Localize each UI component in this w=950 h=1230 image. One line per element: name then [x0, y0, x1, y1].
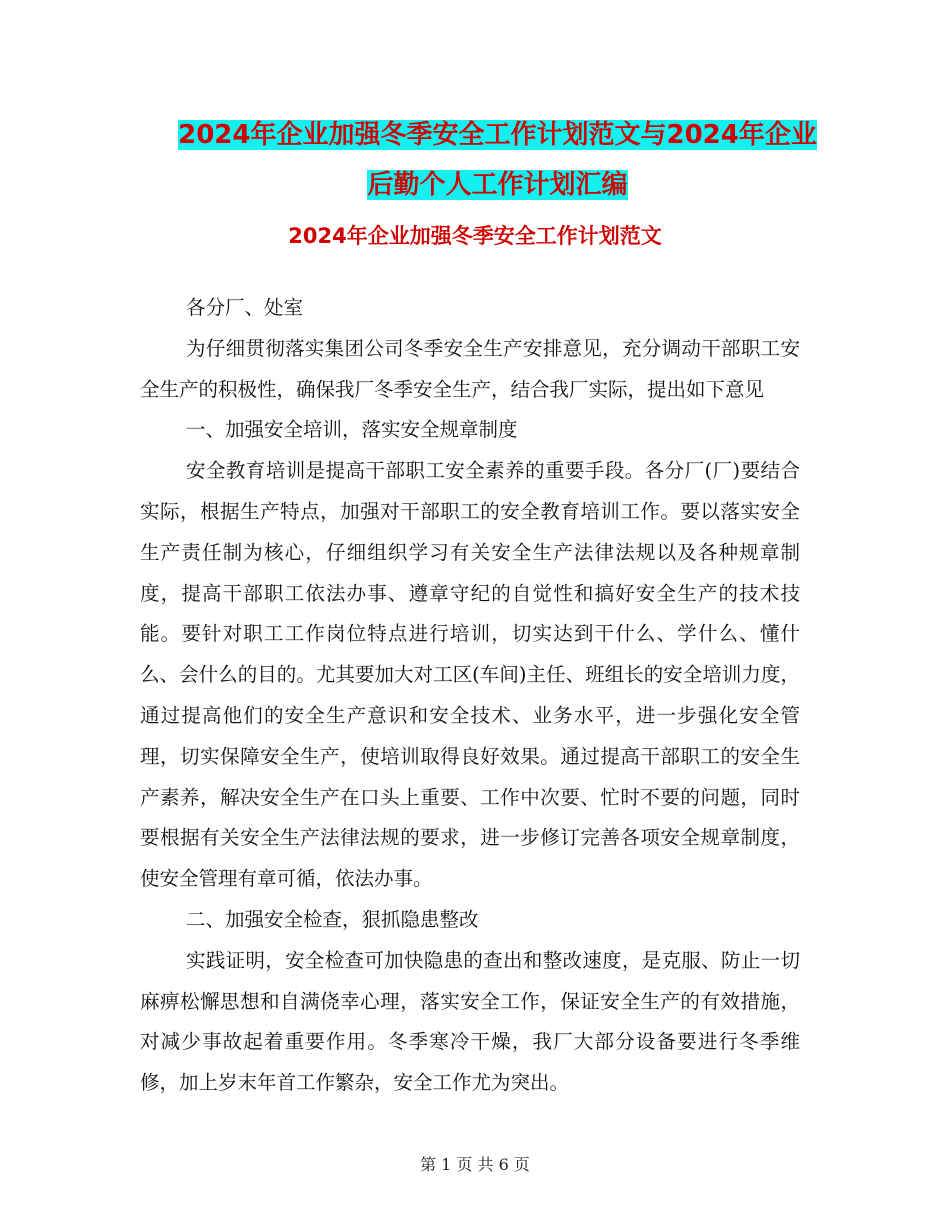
- paragraph-salutation: 各分厂、处室: [186, 296, 304, 319]
- paragraph-item-1: 安全教育培训是提高干部职工安全素养的重要手段。各分厂(厂)要结合实际，根据生产特点，加强对干部职工的安全教育培训工作。要以落实安全生产责任制为核心，仔细组织学习有关安全生产法律法规以及各种规章制度，提高干部职工依法办事、遵章守纪的自觉性和搞好安全生产的技术技能。要针对职工工作岗位特点进行培训，切实达到干什么、学什么、懂什么、会什么的目的。尤其要加大对工区(车间)主任、班组长的安全培训力度，通过提高他们的安全生产意识和安全技术、业务水平，进一步强化安全管理，切实保障安全生产，使培训取得良好效果。通过提高干部职工的安全生产素养，解决安全生产在口头上重要、工作中次要、忙时不要的问题，同时要根据有关安全生产法律法规的要求，进一步修订完善各项安全规章制度，使安全管理有章可循，依法办事。: [140, 459, 800, 891]
- title-line-2: 后勤个人工作计划汇编: [367, 170, 628, 200]
- heading-item-1: 一、加强安全培训，落实安全规章制度: [186, 418, 518, 442]
- heading-item-2: 二、加强安全检查，狠抓隐患整改: [186, 907, 479, 931]
- section-title: 2024年企业加强冬季安全工作计划范文: [288, 224, 662, 248]
- document-body: [140, 288, 800, 1104]
- paragraph-item-2: 实践证明，安全检查可加快隐患的查出和整改速度，是克服、防止一切麻痹松懈思想和自满侥幸心理，落实安全工作，保证安全生产的有效措施，对减少事故起着重要作用。冬季寒冷干燥，我厂大部分设备要进行冬季维修，加上岁末年首工作繁杂，安全工作尤为突出。: [140, 948, 800, 1095]
- paragraph-intro: 为仔细贯彻落实集团公司冬季安全生产安排意见，充分调动干部职工安全生产的积极性，确保我厂冬季安全生产，结合我厂实际，提出如下意见: [140, 336, 800, 401]
- document-title: [140, 110, 855, 210]
- page-footer: 第 1 页 共 6 页: [420, 1155, 530, 1174]
- title-line-1: 2024年企业加强冬季安全工作计划范文与2024年企业: [178, 120, 817, 150]
